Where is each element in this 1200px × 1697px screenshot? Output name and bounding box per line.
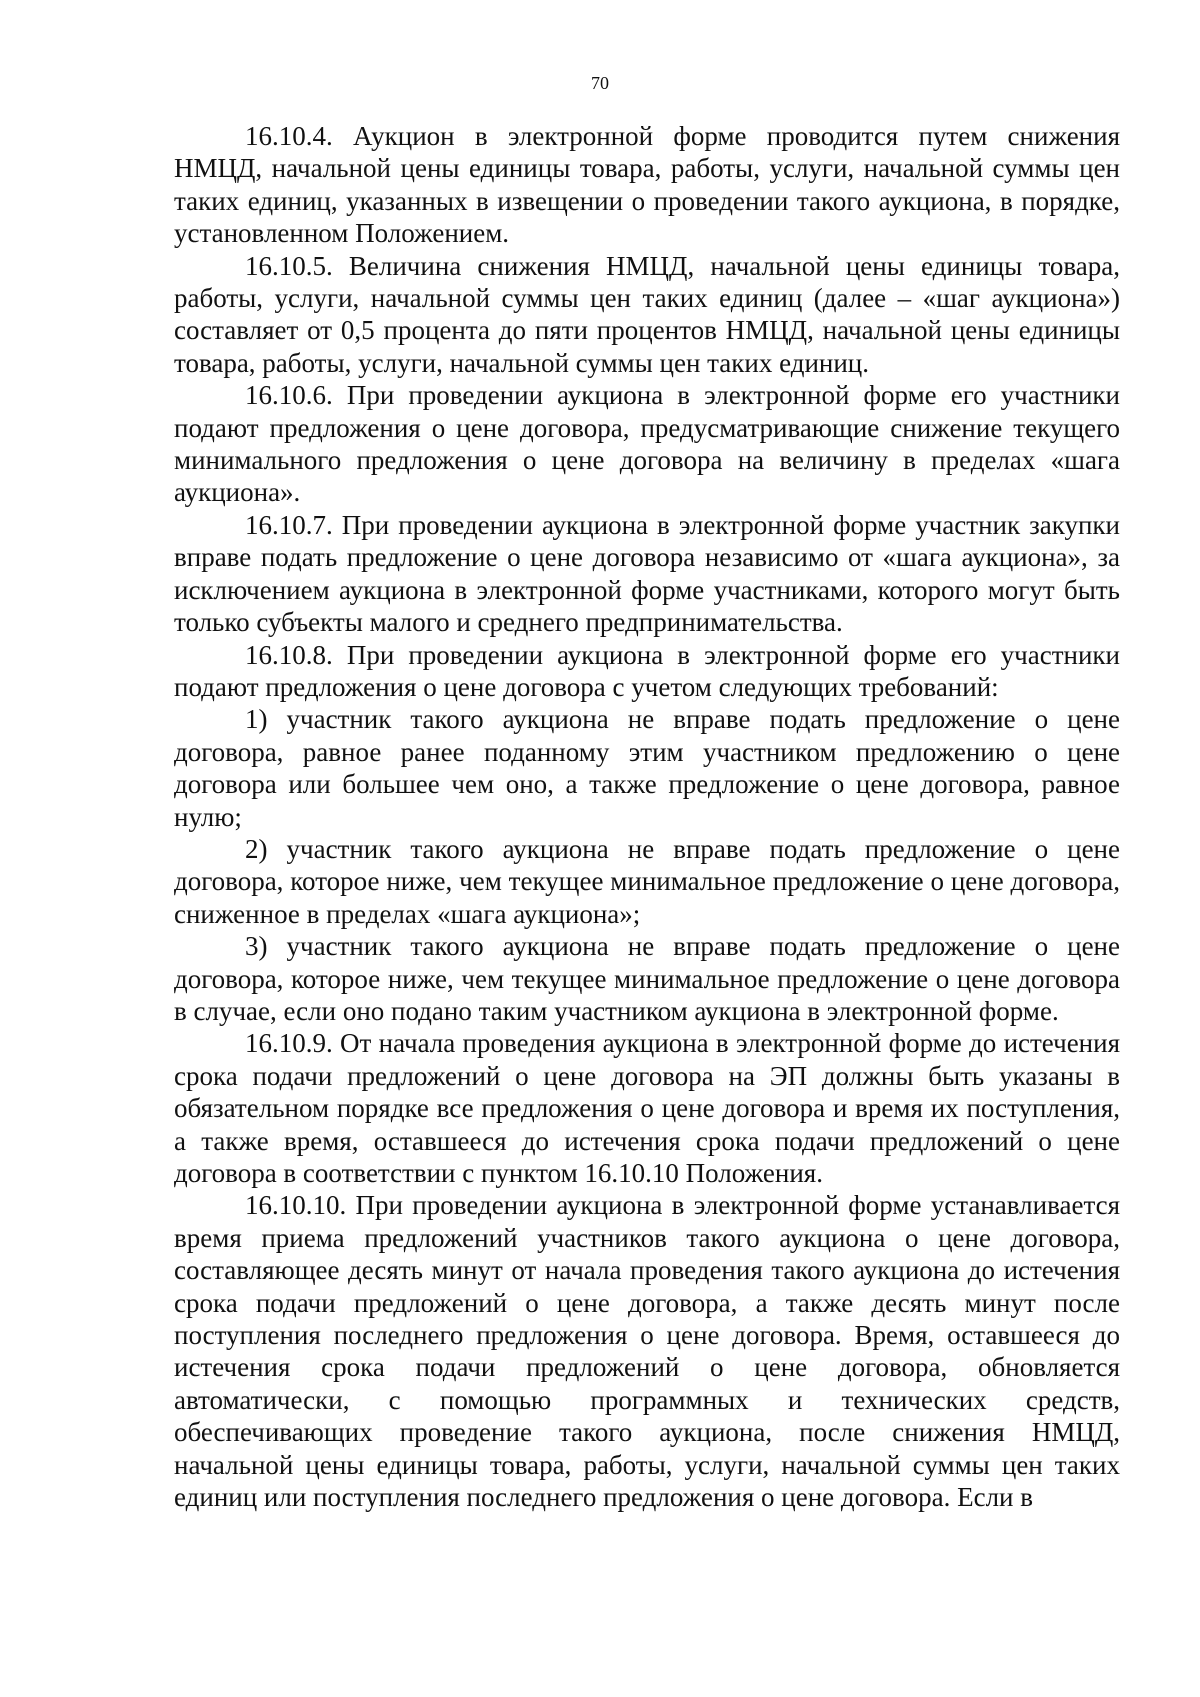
- paragraph-16-10-4: 16.10.4. Аукцион в электронной форме проводится путем снижения НМЦД, начальной цены единицы товара, работы, услуги, начальной суммы цен таких единиц, указанных в извещении о проведении такого аукциона, в порядке, установленном Положением.: [174, 121, 1120, 249]
- paragraph-16-10-8: 16.10.8. При проведении аукциона в электронной форме его участники подают предложения о цене договора с учетом следующих требований:: [174, 639, 1120, 702]
- page-number: 70: [591, 73, 609, 93]
- document-body: [174, 120, 1120, 1513]
- paragraph-16-10-10: 16.10.10. При проведении аукциона в электронной форме устанавливается время приема предложений участников такого аукциона о цене договора, составляющее десять минут от начала проведения такого аукциона до истечения срока подачи предложений о цене договора, а также десять минут после поступления последнего предложения о цене договора. Время, оставшееся до истечения срока подачи предложений о цене договора, обновляется автоматически, с помощью программных и технических средств, обеспечивающих проведение такого аукциона, после снижения НМЦД, начальной цены единицы товара, работы, услуги, начальной суммы цен таких единиц или поступления последнего предложения о цене договора. Если в: [174, 1190, 1120, 1513]
- list-item-1: 1) участник такого аукциона не вправе подать предложение о цене договора, равное ранее поданному этим участником предложению о цене договора или большее чем оно, а также предложение о цене договора, равное нулю;: [174, 704, 1120, 832]
- paragraph-16-10-5: 16.10.5. Величина снижения НМЦД, начальной цены единицы товара, работы, услуги, начальной суммы цен таких единиц (далее – «шаг аукциона») составляет от 0,5 процента до пяти процентов НМЦД, начальной цены единицы товара, работы, услуги, начальной суммы цен таких единиц.: [174, 250, 1120, 378]
- paragraph-16-10-6: 16.10.6. При проведении аукциона в электронной форме его участники подают предложения о цене договора, предусматривающие снижение текущего минимального предложения о цене договора на величину в пределах «шага аукциона».: [174, 380, 1120, 508]
- list-item-3: 3) участник такого аукциона не вправе подать предложение о цене договора, которое ниже, чем текущее минимальное предложение о цене договора в случае, если оно подано таким участником аукциона в электронной форме.: [174, 931, 1120, 1026]
- list-item-2: 2) участник такого аукциона не вправе подать предложение о цене договора, которое ниже, чем текущее минимальное предложение о цене договора, сниженное в пределах «шага аукциона»;: [174, 833, 1120, 929]
- paragraph-16-10-9: 16.10.9. От начала проведения аукциона в электронной форме до истечения срока подачи предложений о цене договора на ЭП должны быть указаны в обязательном порядке все предложения о цене договора и время их поступления, а также время, оставшееся до истечения срока подачи предложений о цене договора в соответствии с пунктом 16.10.10 Положения.: [174, 1028, 1120, 1188]
- paragraph-16-10-7: 16.10.7. При проведении аукциона в электронной форме участник закупки вправе подать предложение о цене договора независимо от «шага аукциона», за исключением аукциона в электронной форме участниками, которого могут быть только субъекты малого и среднего предпринимательства.: [174, 509, 1120, 638]
